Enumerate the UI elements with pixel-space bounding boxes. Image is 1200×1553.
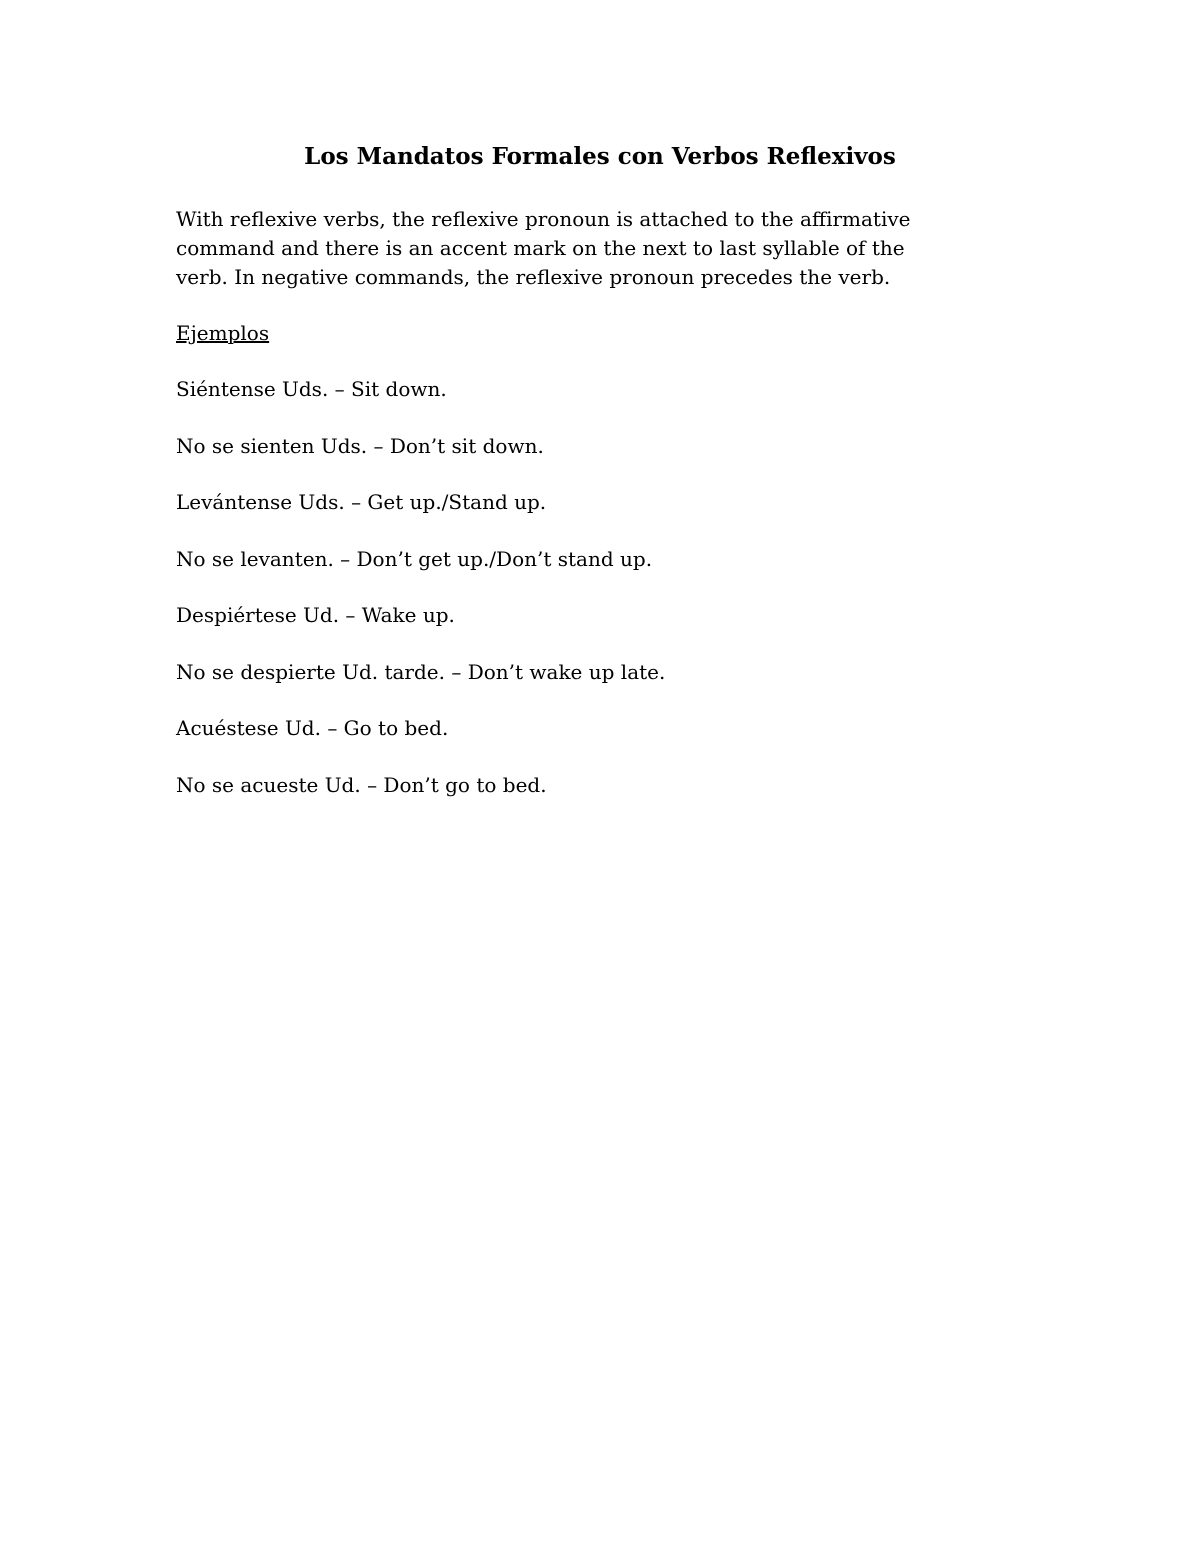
intro-line: verb. In negative commands, the reflexive pronoun precedes the verb.: [176, 265, 891, 289]
examples-heading: Ejemplos: [176, 321, 270, 345]
intro-line: With reflexive verbs, the reflexive pronoun is attached to the affirmative: [176, 207, 911, 231]
page-title: Los Mandatos Formales con Verbos Reflexivos: [304, 143, 896, 170]
examples-list: [176, 374, 665, 826]
example-item: Acuéstese Ud. – Go to bed.: [176, 716, 449, 740]
example-item: Siéntense Uds. – Sit down.: [176, 377, 447, 401]
example-item: No se sienten Uds. – Don’t sit down.: [176, 433, 544, 458]
example-item: Despiértese Ud. – Wake up.: [176, 603, 455, 627]
example-item: Levántense Uds. – Get up./Stand up.: [176, 490, 547, 514]
intro-line: command and there is an accent mark on the next to last syllable of the: [176, 236, 905, 260]
example-item: No se despierte Ud. tarde. – Don’t wake up late.: [176, 659, 666, 684]
intro-paragraph: [176, 205, 1036, 292]
example-item: No se acueste Ud. – Don’t go to bed.: [176, 772, 547, 797]
example-item: No se levanten. – Don’t get up./Don’t stand up.: [176, 546, 653, 571]
